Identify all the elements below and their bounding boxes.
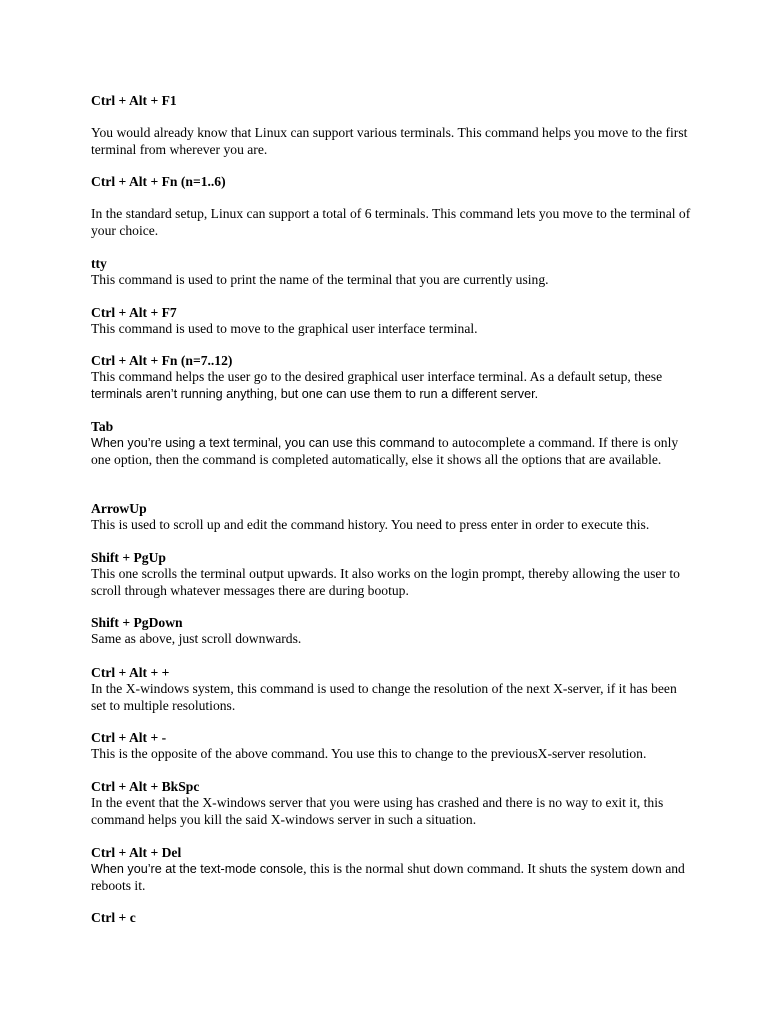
entry-body bbox=[91, 435, 691, 468]
entry-title: Ctrl + Alt + Del bbox=[91, 845, 182, 860]
entry-title: tty bbox=[91, 256, 107, 271]
entry-ctrl-alt-bkspc bbox=[91, 779, 691, 828]
entry-body: This command is used to move to the graphical user interface terminal. bbox=[91, 321, 478, 337]
entry-tab bbox=[91, 419, 691, 468]
entry-ctrl-c bbox=[91, 910, 691, 926]
entry-title: Shift + PgUp bbox=[91, 550, 166, 565]
entry-body-text: When you’re at the text-mode console bbox=[91, 862, 304, 877]
entry-ctrl-alt-fn-1-6 bbox=[91, 174, 691, 239]
entry-body-text: This command helps the user go to the desired graphical user interface terminal. As a default setup, these bbox=[91, 369, 663, 385]
entry-ctrl-alt-fn-7-12 bbox=[91, 353, 691, 402]
entry-body-text: terminals aren’t running anything, but one can use them to run a different server. bbox=[91, 386, 539, 401]
entry-title: Ctrl + Alt + + bbox=[91, 665, 170, 680]
entry-body: This one scrolls the terminal output upwards. It also works on the login prompt, thereby allowing the user to scroll through whatever messages there are during bootup. bbox=[91, 566, 680, 598]
entry-arrowup bbox=[91, 501, 691, 534]
entry-ctrl-alt-minus bbox=[91, 730, 691, 763]
entry-body: Same as above, just scroll downwards. bbox=[91, 631, 302, 647]
entry-body bbox=[91, 369, 691, 402]
entry-ctrl-alt-f1 bbox=[91, 93, 691, 158]
entry-body bbox=[91, 861, 691, 894]
entry-ctrl-alt-del bbox=[91, 845, 691, 894]
entry-title: Ctrl + Alt + Fn (n=1..6) bbox=[91, 174, 226, 189]
entry-body: In the event that the X-windows server that you were using has crashed and there is no way to exit it, this command helps you kill the said X-windows server in such a situation. bbox=[91, 795, 664, 827]
entry-title: Ctrl + Alt + - bbox=[91, 730, 167, 745]
entry-body: This command is used to print the name of the terminal that you are currently using. bbox=[91, 272, 549, 288]
entry-body: In the X-windows system, this command is used to change the resolution of the next X-server, if it has been set to multiple resolutions. bbox=[91, 681, 677, 713]
entry-title: Tab bbox=[91, 419, 114, 434]
entry-body-text: When you’re using a text terminal, you can use this command bbox=[91, 436, 435, 451]
entry-title: Ctrl + Alt + Fn (n=7..12) bbox=[91, 353, 233, 368]
entry-title: ArrowUp bbox=[91, 501, 147, 516]
entry-ctrl-alt-plus bbox=[91, 665, 691, 714]
entry-body: This is the opposite of the above command. You use this to change to the previousX-server resolution. bbox=[91, 746, 647, 762]
entry-title: Ctrl + Alt + BkSpc bbox=[91, 779, 200, 794]
entry-tty bbox=[91, 256, 691, 289]
entry-body: You would already know that Linux can support various terminals. This command helps you move to the first terminal from wherever you are. bbox=[91, 125, 688, 157]
entry-shift-pgup bbox=[91, 550, 691, 599]
entry-body-text: , this is the normal shut down command. It shuts the system down and reboots it. bbox=[91, 861, 685, 893]
entry-title: Ctrl + c bbox=[91, 910, 136, 925]
entry-title: Ctrl + Alt + F7 bbox=[91, 305, 177, 320]
entry-ctrl-alt-f7 bbox=[91, 305, 691, 338]
entry-title: Shift + PgDown bbox=[91, 615, 183, 630]
entry-body: In the standard setup, Linux can support a total of 6 terminals. This command lets you move to the terminal of your choice. bbox=[91, 206, 691, 238]
entry-body: This is used to scroll up and edit the command history. You need to press enter in order to execute this. bbox=[91, 517, 650, 533]
entry-shift-pgdown bbox=[91, 615, 691, 648]
entry-body-text: to autocomplete a command. If there is only one option, then the command is completed automatically, else it shows all the options that are available. bbox=[91, 435, 679, 467]
entry-title: Ctrl + Alt + F1 bbox=[91, 93, 177, 108]
